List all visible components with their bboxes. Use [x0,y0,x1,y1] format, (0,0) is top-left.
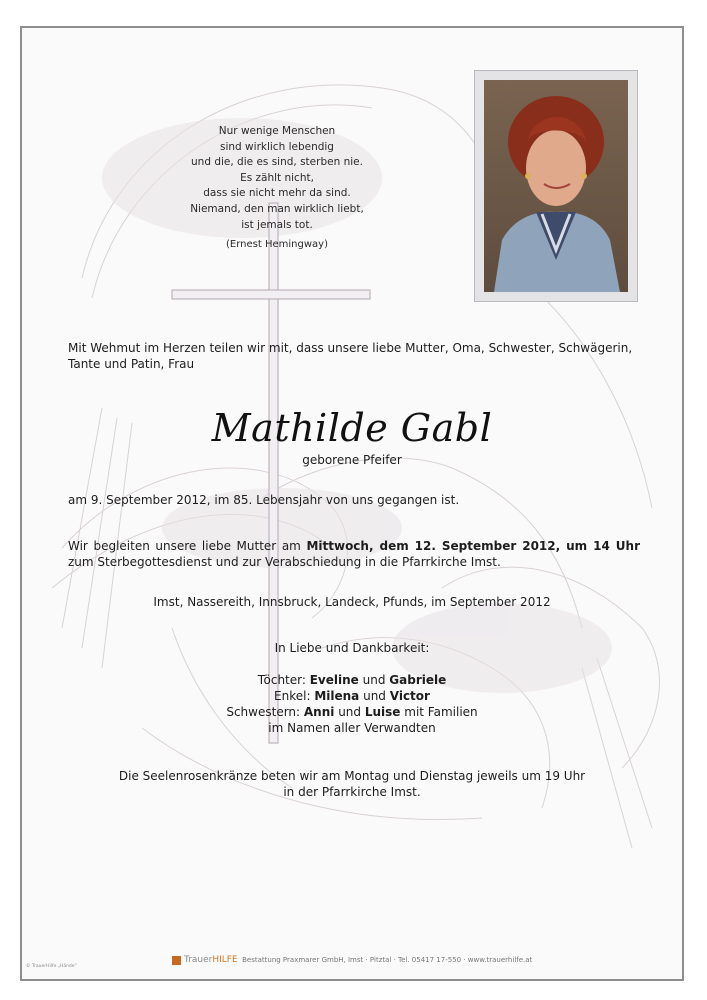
daughters-line [132,672,572,688]
brand-name-b: HILFE [212,955,238,965]
quote-line: Niemand, den man wirklich liebt, [190,202,364,215]
family-label: Schwestern: [226,705,304,719]
footer [172,952,572,968]
grandchildren-line [132,688,572,704]
family-name: Luise [364,705,401,719]
rosary-line: Die Seelenrosenkränze beten wir am Montag und Dienstag jeweils um 19 Uhr [118,769,586,783]
brand-name-a: Trauer [184,955,213,965]
deceased-name: Mathilde Gabl [211,406,493,450]
family-name: Victor [389,689,430,703]
thanks-line: In Liebe und Dankbarkeit: [274,641,430,655]
footer-text: Bestattung Praxmarer GmbH, Imst · Pitztal · Tel. 05417 17-550 · www.trauerhilfe.at [242,956,533,964]
family-name: Gabriele [389,673,447,687]
quote-line: und die, die es sind, sterben nie. [191,156,363,169]
copyright-note: © TrauerHilfe „Hände“ [26,964,77,969]
family-joiner: und [334,705,365,719]
family-name: Eveline [309,673,359,687]
sisters-line [132,704,572,720]
family-joiner: und [358,673,390,687]
death-notice: am 9. September 2012, im 85. Lebensjahr von uns gegangen ist. [68,493,460,507]
hemingway-quote [152,124,402,253]
funeral-date-time: Mittwoch, dem 12. September 2012, um 14 Uhr [306,539,640,553]
family-name: Anni [303,705,335,719]
funeral-text-after: zum Sterbegottesdienst und zur Verabschiedung in die Pfarrkirche Imst. [68,555,501,569]
family-suffix: mit Familien [400,705,478,719]
portrait-frame [474,70,638,302]
family-joiner: und [359,689,390,703]
family-label: Enkel: [274,689,315,703]
intro-text: Mit Wehmut im Herzen teilen wir mit, dass unsere liebe Mutter, Oma, Schwester, Schwägerin, Tante und Patin, Frau [68,341,633,371]
family-list [132,672,572,736]
notice-frame [20,26,684,981]
rosary-info [82,768,622,800]
quote-author: (Ernest Hemingway) [226,239,328,251]
quote-line: Nur wenige Menschen [218,125,336,137]
quote-line: dass sie nicht mehr da sind. [203,187,351,200]
place-date: Imst, Nassereith, Innsbruck, Landeck, Pfunds, im September 2012 [153,595,551,609]
relatives-line: im Namen aller Verwandten [268,721,436,735]
trauerhilfe-logo-icon [172,956,181,965]
portrait-photo [484,80,628,292]
funeral-info [68,538,640,570]
maiden-name: geborene Pfeifer [302,453,402,467]
family-label: Töchter: [257,673,310,687]
rosary-line: in der Pfarrkirche Imst. [283,785,421,799]
quote-line: ist jemals tot. [241,218,313,231]
cross-icon [172,203,370,743]
funeral-text-before: Wir begleiten unsere liebe Mutter am [68,539,307,553]
quote-line: sind wirklich lebendig [220,140,334,153]
family-name: Milena [314,689,360,703]
quote-line: Es zählt nicht, [240,171,314,184]
